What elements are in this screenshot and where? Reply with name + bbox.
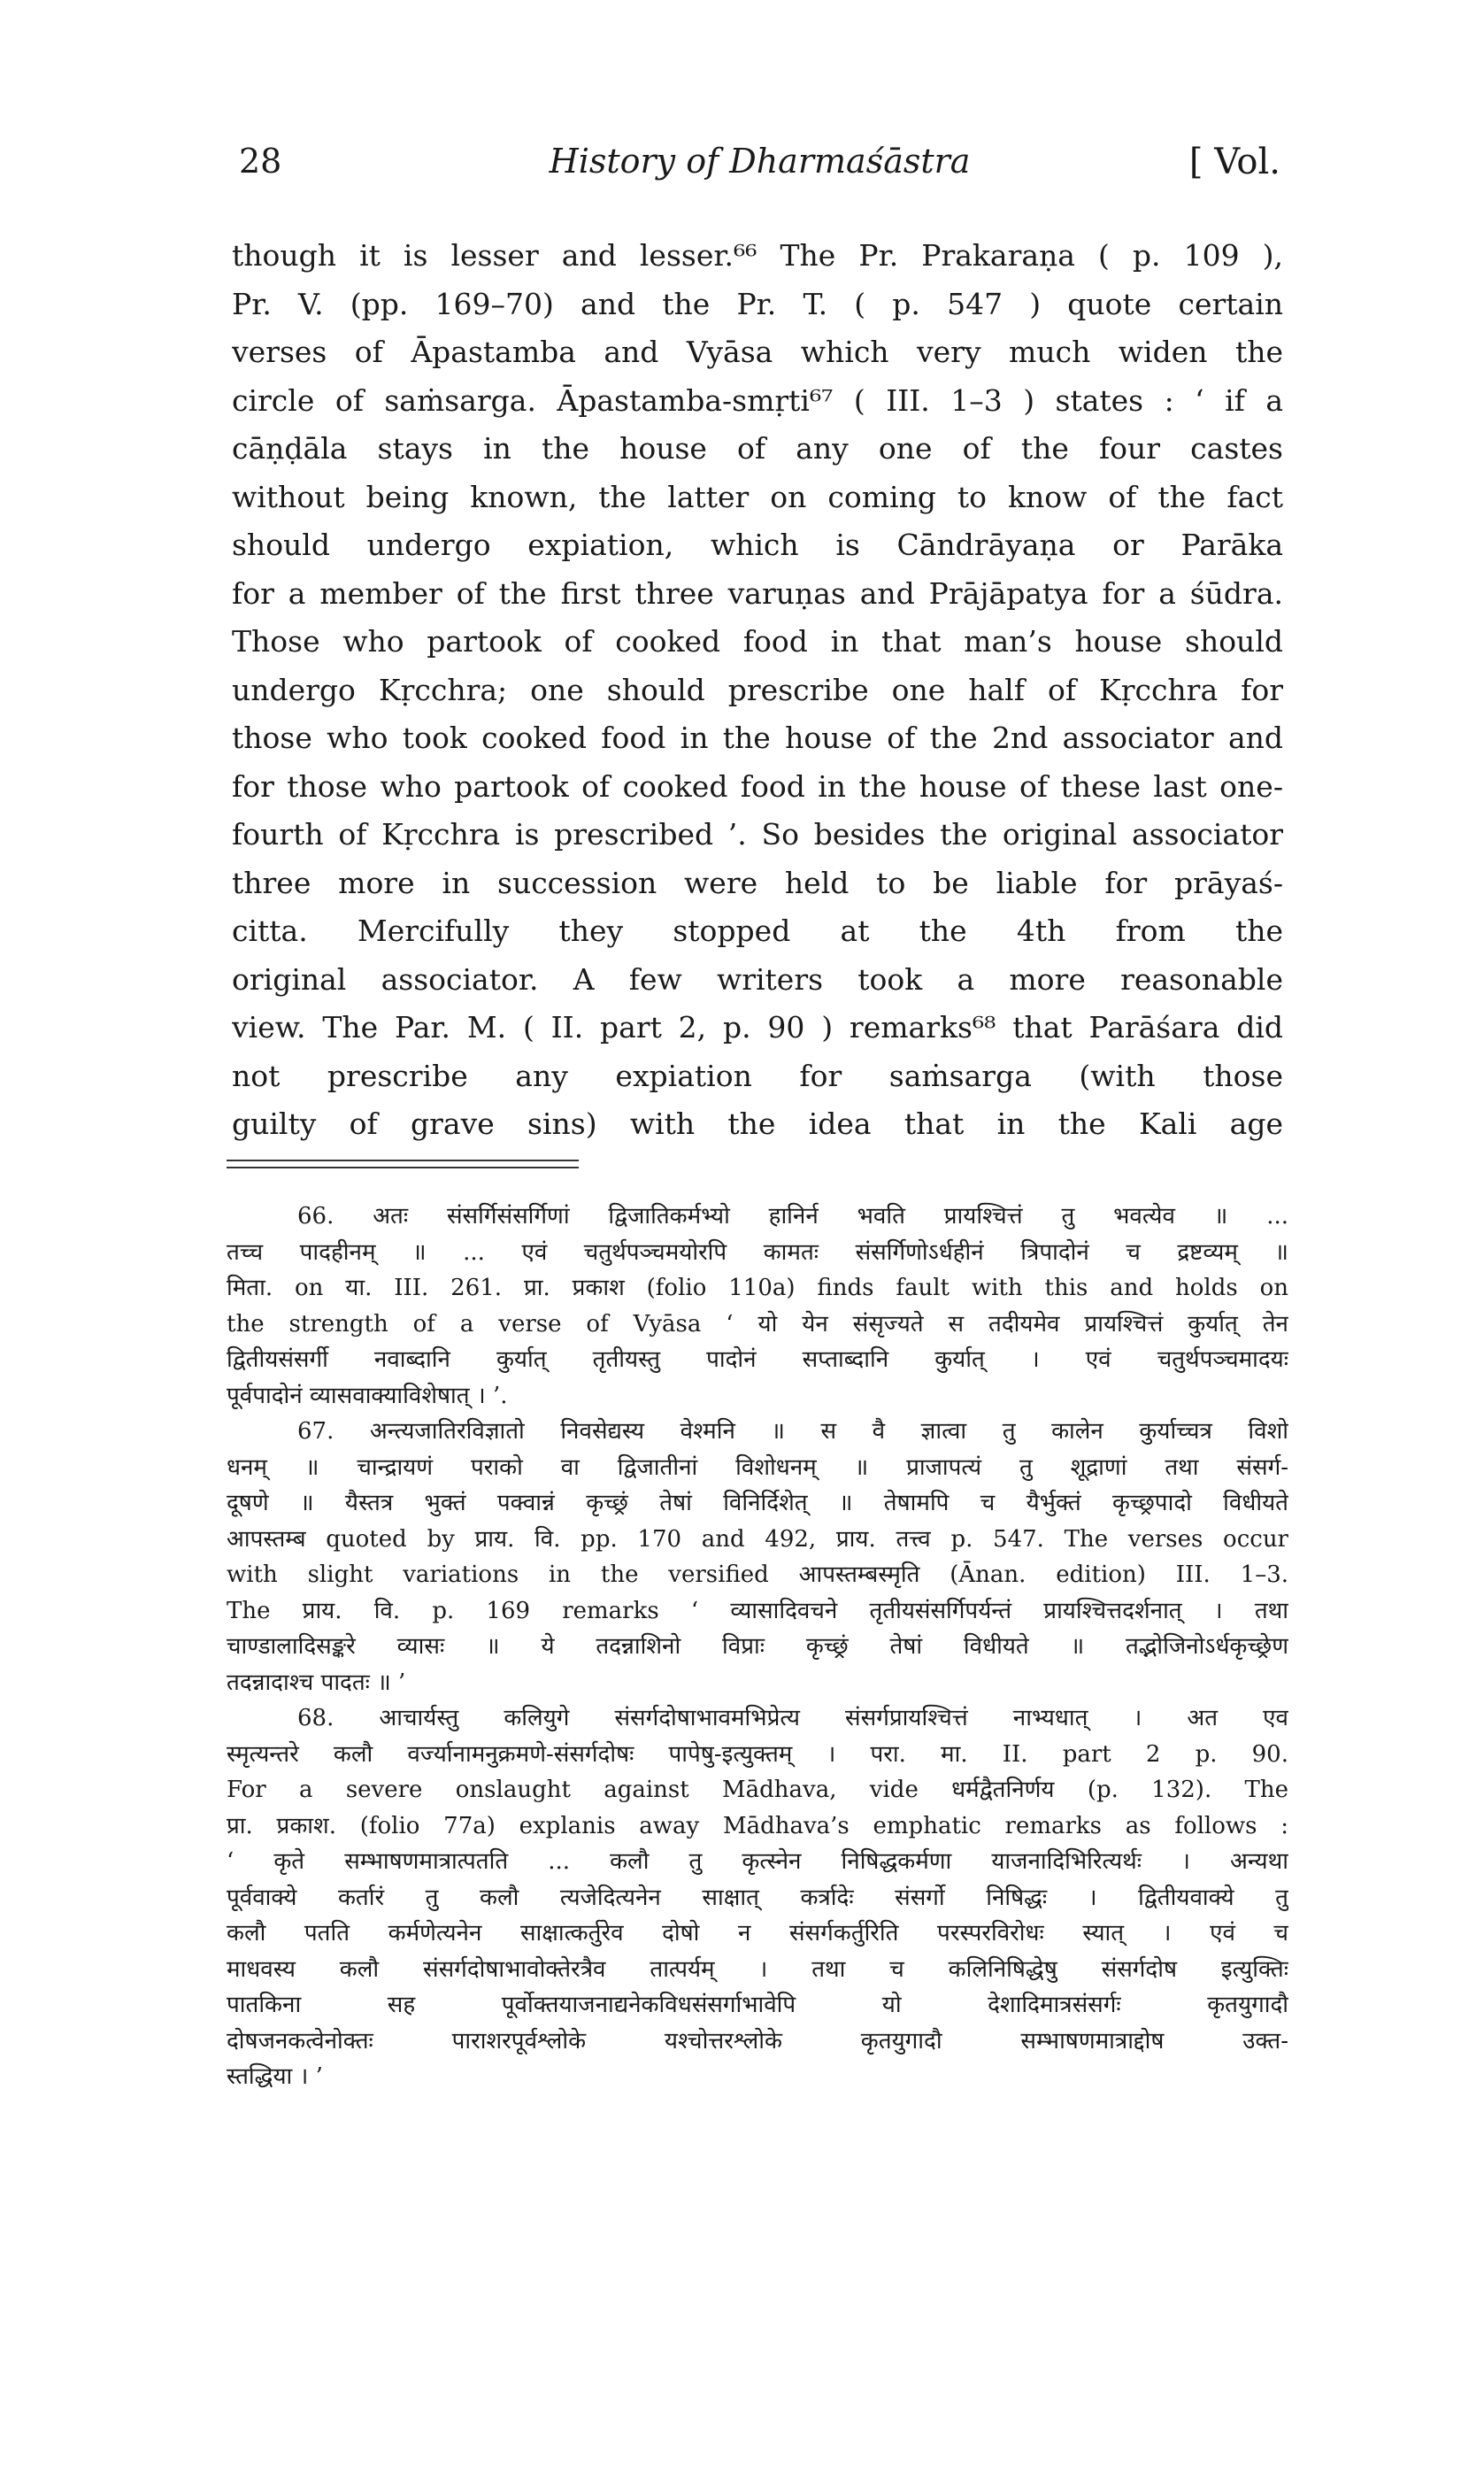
- body-line: circle of saṁsarga. Āpastamba-smṛti⁶⁷ ( III. 1–3 ) states : ‘ if a: [232, 382, 1283, 418]
- page-number: 28: [239, 142, 282, 181]
- footnote-line: पातकिना सह पूर्वोक्तयाजनाद्यनेकविधसंसर्गाभावेपि यो देशादिमात्रसंसर्गः कृतयुगादौ: [227, 1992, 1288, 2018]
- footnote-line: For a severe onslaught against Mādhava, vide धर्मद्वैतनिर्णय (p. 132). The: [227, 1777, 1288, 1803]
- body-line: fourth of Kṛcchra is prescribed ’. So besides the original associator: [232, 817, 1283, 852]
- page-header: [239, 142, 1280, 204]
- body-line: without being known, the latter on coming to know of the fact: [232, 479, 1283, 514]
- footnote-line: कलौ पतति कर्मणेत्यनेन साक्षात्कर्तुरेव दोषो न संसर्गकर्तुरिति परस्परविरोधः स्यात् । एवं च: [227, 1920, 1288, 1947]
- body-line: not prescribe any expiation for saṁsarga (with those: [232, 1058, 1283, 1093]
- footnote-line: स्तद्धिया । ’: [227, 2063, 323, 2090]
- footnote-line: ‘ कृते सम्भाषणमात्रात्पतति ... कलौ तु कृत्स्नेन निषिद्धकर्मणा याजनादिभिरित्यर्थः । अन्यथा: [227, 1848, 1288, 1875]
- body-line: three more in succession were held to be liable for prāyaś-: [232, 865, 1283, 900]
- footnote-line: दोषजनकत्वेनोक्तः पाराशरपूर्वश्लोके यश्चोत्तरश्लोके कृतयुगादौ सम्भाषणमात्राद्दोष उक्त-: [227, 2027, 1288, 2055]
- footnote-line: प्रा. प्रकाश. (folio 77a) explanis away Mādhava’s emphatic remarks as follows :: [227, 1812, 1288, 1839]
- body-line: view. The Par. M. ( II. part 2, p. 90 ) remarks⁶⁸ that Parāśara did: [232, 1010, 1283, 1045]
- footnote-line: मिता. on या. III. 261. प्रा. प्रकाश (folio 110a) finds fault with this and holds on: [227, 1275, 1288, 1301]
- body-line: undergo Kṛcchra; one should prescribe one half of Kṛcchra for: [232, 672, 1283, 707]
- footnote-68: [227, 1700, 1288, 2095]
- body-line: Pr. V. (pp. 169–70) and the Pr. T. ( p. 547 ) quote certain: [232, 286, 1283, 321]
- body-line: verses of Āpastamba and Vyāsa which very much widen the: [232, 335, 1283, 369]
- footnote-line: पूर्ववाक्ये कर्तारं तु कलौ त्यजेदित्यनेन साक्षात् कर्त्रादेः संसर्गो निषिद्धः । द्वितीयवाक्ये तु: [227, 1884, 1288, 1911]
- footnote-line: 67. अन्त्यजातिरविज्ञातो निवसेद्यस्य वेश्मनि ॥ स वै ज्ञात्वा तु कालेन कुर्याच्चत्र विशो: [297, 1418, 1288, 1445]
- footnote-line: द्वितीयसंसर्गी नवाब्दानि कुर्यात् तृतीयस्तु पादोनं सप्ताब्दानि कुर्यात् । एवं चतुर्थपञ्चमादयः: [227, 1346, 1288, 1373]
- footnote-line: पूर्वपादोनं व्यासवाक्याविशेषात् । ’.: [227, 1382, 508, 1409]
- footnote-line: चाण्डालादिसङ्करे व्यासः ॥ ये तदन्नाशिनो विप्राः कृच्छ्रं तेषां विधीयते ॥ तद्भोजिनोऽर्धकृच्छ्रेण: [227, 1633, 1288, 1660]
- body-line: though it is lesser and lesser.⁶⁶ The Pr. Prakaraṇa ( p. 109 ),: [232, 238, 1283, 273]
- footnote-line: आपस्तम्ब quoted by प्राय. वि. pp. 170 and 492, प्राय. तत्त्व p. 547. The verses occur: [227, 1525, 1288, 1553]
- footnote-line: दूषणे ॥ यैस्तत्र भुक्तं पक्वान्नं कृच्छ्रं तेषां विनिर्दिशेत् ॥ तेषामपि च यैर्भुक्तं कृच्छ्रपादो विधीयते: [227, 1490, 1288, 1516]
- body-line: for those who partook of cooked food in the house of these last one-: [232, 768, 1283, 804]
- footnote-line: माधवस्य कलौ संसर्गदोषाभावोक्तेरत्रैव तात्पर्यम् । तथा च कलिनिषिद्धेषु संसर्गदोष इत्युक्तिः: [227, 1955, 1288, 1983]
- body-line: citta. Mercifully they stopped at the 4th from the: [232, 914, 1283, 948]
- footnote-line: तदन्नादाश्च पादतः ॥ ’: [227, 1669, 406, 1696]
- volume-label: [ Vol.: [1188, 142, 1280, 182]
- running-title: History of Dharmaśāstra: [549, 142, 971, 181]
- body-line: guilty of grave sins) with the idea that in the Kali age: [232, 1106, 1283, 1141]
- footnote-66: [227, 1199, 1288, 1414]
- body-line: Those who partook of cooked food in that man’s house should: [232, 624, 1283, 659]
- footnote-divider: [227, 1160, 579, 1168]
- footnote-line: तच्च पादहीनम् ॥ ... एवं चतुर्थपञ्चमयोरपि कामतः संसर्गिणोऽर्धहीनं त्रिपादोनं च द्रष्टव्यम् ॥: [227, 1238, 1288, 1266]
- footnote-line: the strength of a verse of Vyāsa ‘ यो येन संसृज्यते स तदीयमेव प्रायश्चित्तं कुर्यात् तेन: [227, 1310, 1288, 1338]
- body-line: for a member of the first three varuṇas and Prājāpatya for a śūdra.: [232, 575, 1283, 611]
- body-line: original associator. A few writers took a more reasonable: [232, 961, 1283, 997]
- main-text: [232, 232, 1283, 1149]
- footnote-67: [227, 1414, 1288, 1700]
- footnotes: [227, 1199, 1288, 2095]
- footnote-line: 66. अतः संसर्गिसंसर्गिणां द्विजातिकर्मभ्यो हानिर्न भवति प्रायश्चित्तं तु भवत्येव ॥ ...: [297, 1203, 1288, 1230]
- body-line: those who took cooked food in the house of the 2nd associator and: [232, 721, 1283, 755]
- footnote-line: स्मृत्यन्तरे कलौ वर्ज्यानामनुक्रमणे-संसर्गदोषः पापेषु-इत्युक्तम् । परा. मा. II. part 2 p. 90.: [227, 1740, 1288, 1768]
- footnote-line: धनम् ॥ चान्द्रायणं पराको वा द्विजातीनां विशोधनम् ॥ प्राजापत्यं तु शूद्राणां तथा संसर्ग-: [227, 1453, 1288, 1481]
- body-line: cāṇḍāla stays in the house of any one of the four castes: [232, 431, 1283, 466]
- footnote-line: The प्राय. वि. p. 169 remarks ‘ व्यासादिवचने तृतीयसंसर्गिपर्यन्तं प्रायश्चित्तदर्शनात् । तथा: [227, 1597, 1288, 1624]
- footnote-line: 68. आचार्यस्तु कलियुगे संसर्गदोषाभावमभिप्रेत्य संसर्गप्रायश्चित्तं नाभ्यधात् । अत एव: [297, 1705, 1288, 1731]
- body-line: should undergo expiation, which is Cāndrāyaṇa or Parāka: [232, 528, 1283, 562]
- footnote-line: with slight variations in the versified आपस्तम्बस्मृति (Ānan. edition) III. 1–3.: [227, 1561, 1288, 1588]
